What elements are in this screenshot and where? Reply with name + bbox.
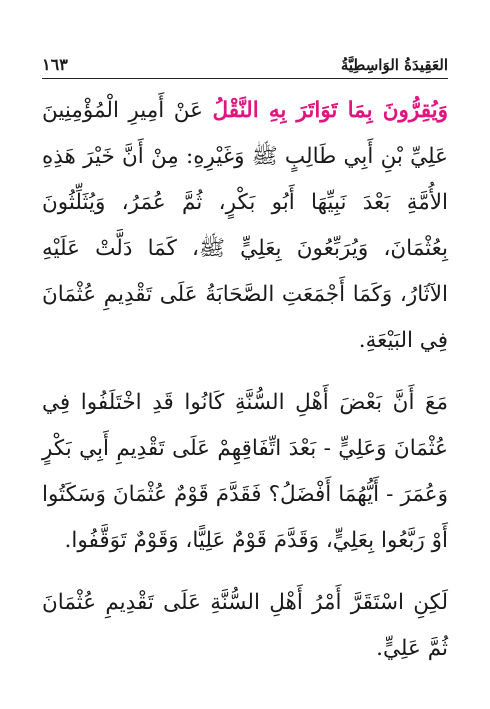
paragraph-3 [42, 580, 448, 672]
highlighted-text: وَيُقِرُّونَ بِمَا تَوَاتَرَ بِهِ النَّقْلُ [212, 98, 448, 123]
page-content [42, 88, 448, 672]
paragraph-2 [42, 380, 448, 564]
running-header [42, 55, 448, 79]
paragraph-1 [42, 88, 448, 364]
paragraph-1-text: عَنْ أَمِيرِ الْمُؤْمِنِينَ عَلِيِّ بْنِ أَبِي طَالِبٍ ﷺ وَغَيْرِهِ: مِنْ أَنَّ خَيْرَ هَذِهِ الأُمَّةِ بَعْدَ نَبِيِّهَا أَبُو بَكْرٍ، ثُمَّ عُمَرُ، وَيُثَلِّثُونَ بِعُثْمَانَ، وَيُرَبِّعُونَ بِعَلِيٍّ ﷺ، كَمَا دَلَّتْ عَلَيْهِ الآثَارُ، وَكَمَا أَجْمَعَتِ الصَّحَابَةُ عَلَى تَقْدِيمِ عُثْمَانَ فِي البَيْعَةِ. [42, 98, 448, 353]
paragraph-3-text: لَكِنِ اسْتَقَرَّ أَمْرُ أَهْلِ السُّنَّةِ عَلَى تَقْدِيمِ عُثْمَانَ ثُمَّ عَلِيٍّ. [42, 590, 448, 661]
paragraph-2-text: مَعَ أَنَّ بَعْضَ أَهْلِ السُّنَّةِ كَانُوا قَدِ اخْتَلَفُوا فِي عُثْمَانَ وَعَلِيٍّ - بَعْدَ اتِّفَاقِهِمْ عَلَى تَقْدِيمِ أَبِي بَكْرٍ وَعُمَرَ - أَيُّهُمَا أَفْضَلُ؟ فَقَدَّمَ قَوْمٌ عُثْمَانَ وَسَكَتُوا أَوْ رَبَّعُوا بِعَلِيٍّ، وَقَدَّمَ قَوْمٌ عَلِيًّا، وَقَوْمٌ تَوَقَّفُوا. [42, 390, 448, 553]
running-title: العَقِيدَةُ الوَاسِطِيَّةُ [340, 56, 448, 74]
page-number: ١٦٣ [42, 55, 68, 74]
